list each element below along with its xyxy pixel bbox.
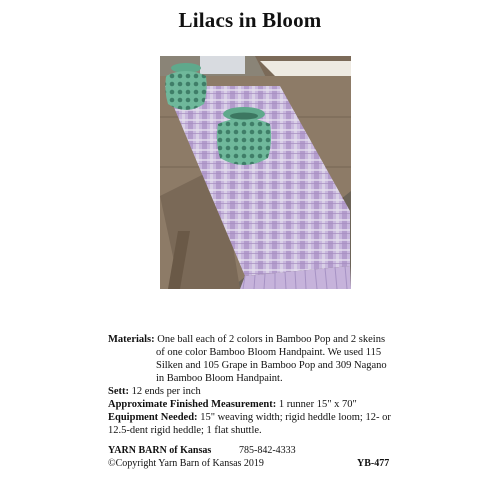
equipment-label: Equipment Needed: xyxy=(108,412,198,423)
sett-value: 12 ends per inch xyxy=(131,386,201,397)
sett-label: Sett: xyxy=(108,386,129,397)
measurement-label: Approximate Finished Measurement: xyxy=(108,399,277,410)
materials-section xyxy=(108,333,418,385)
company-phone: 785-842-4333 xyxy=(239,445,296,456)
materials-line-4: in Bamboo Bloom Handpaint. xyxy=(156,373,283,384)
materials-line-1: One ball each of 2 colors in Bamboo Pop and 2 skeins xyxy=(157,334,386,345)
pattern-code: YB-477 xyxy=(357,458,390,469)
copyright-notice: ©Copyright Yarn Barn of Kansas 2019 xyxy=(108,458,264,469)
equipment-line-2: 12.5-dent rigid heddle; 1 flat shuttle. xyxy=(108,425,262,436)
measurement-section xyxy=(108,398,357,411)
company-name: YARN BARN of Kansas xyxy=(108,445,212,456)
materials-line-2: of one color Bamboo Bloom Handpaint. We used 115 xyxy=(156,347,382,358)
sett-section xyxy=(108,385,201,398)
materials-line-3: Silken and 105 Grape in Bamboo Pop and 309 Nagano xyxy=(156,360,387,371)
page-title: Lilacs in Bloom xyxy=(178,8,322,32)
equipment-section xyxy=(108,411,418,437)
equipment-line-1: 15" weaving width; rigid heddle loom; 12- or xyxy=(200,412,391,423)
measurement-value: 1 runner 15" x 70" xyxy=(278,399,357,410)
materials-label: Materials: xyxy=(108,334,155,345)
product-photo xyxy=(160,56,351,289)
